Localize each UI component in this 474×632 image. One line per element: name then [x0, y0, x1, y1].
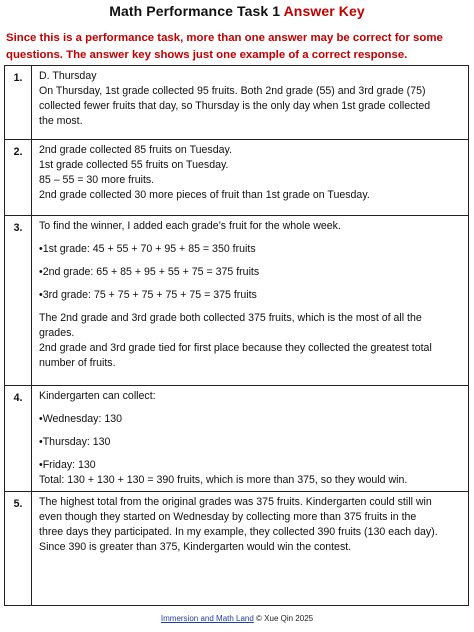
page-title	[0, 3, 474, 19]
answer-line: the most.	[39, 115, 83, 127]
answer-content	[32, 386, 469, 492]
answer-line: number of fruits.	[39, 357, 116, 369]
note-line: questions. The answer key shows just one example of a correct response.	[6, 49, 408, 61]
answer-line: Since 390 is greater than 375, Kindergarten would win the contest.	[39, 541, 352, 553]
answer-row-2	[5, 140, 469, 216]
day-amount: •Friday: 130	[39, 459, 96, 471]
store-link[interactable]: Immersion and Math Land	[160, 614, 254, 623]
answer-line: even though they started on Wednesday by collecting more than 375 fruits in the	[39, 511, 417, 523]
footer	[0, 614, 474, 623]
day-amount: •Wednesday: 130	[39, 413, 123, 425]
day-amount: •Thursday: 130	[39, 436, 111, 448]
question-number: 5.	[5, 492, 32, 606]
answer-line: 2nd grade and 3rd grade tied for first place because they collected the greatest total	[39, 342, 432, 354]
answer-line: three days they participated. In my example, they collected 390 fruits (130 each day).	[39, 526, 438, 538]
answer-line: The highest total from the original grades was 375 fruits. Kindergarten could still win	[39, 496, 432, 508]
answer-table	[4, 65, 469, 606]
question-number: 1.	[5, 66, 32, 140]
answer-line: On Thursday, 1st grade collected 95 fruits. Both 2nd grade (55) and 3rd grade (75)	[39, 85, 426, 97]
answer-content	[32, 140, 469, 216]
question-number: 4.	[5, 386, 32, 492]
answer-line: 1st grade collected 55 fruits on Tuesday.	[39, 159, 229, 171]
answer-line: Total: 130 + 130 + 130 = 390 fruits, which is more than 375, so they would win.	[39, 474, 408, 486]
answer-line: 2nd grade collected 85 fruits on Tuesday.	[39, 144, 232, 156]
answer-row-4	[5, 386, 469, 492]
answer-row-5	[5, 492, 469, 606]
answer-line: collected fewer fruits that day, so Thursday is the only day when 1st grade collected	[39, 100, 431, 112]
title-answer-key: Answer Key	[283, 3, 365, 19]
answer-line: The 2nd grade and 3rd grade both collected 375 fruits, which is the most of all the	[39, 312, 422, 324]
answer-line: 2nd grade collected 30 more pieces of fruit than 1st grade on Tuesday.	[39, 189, 370, 201]
question-number: 3.	[5, 216, 32, 386]
performance-task-note	[6, 30, 468, 64]
title-main: Math Performance Task 1	[109, 3, 284, 19]
answer-content	[32, 216, 469, 386]
answer-row-3	[5, 216, 469, 386]
grade-sum: •1st grade: 45 + 55 + 70 + 95 + 85 = 350 fruits	[39, 243, 256, 255]
answer-line: Kindergarten can collect:	[39, 390, 156, 402]
answer-row-1	[5, 66, 469, 140]
note-line: Since this is a performance task, more than one answer may be correct for some	[6, 32, 443, 44]
answer-line: To find the winner, I added each grade’s fruit for the whole week.	[39, 220, 341, 232]
answer-content	[32, 492, 469, 606]
answer-content	[32, 66, 469, 140]
grade-sum: •3rd grade: 75 + 75 + 75 + 75 + 75 = 375 fruits	[39, 289, 257, 301]
answer-line: D. Thursday	[39, 70, 97, 82]
answer-line: 85 – 55 = 30 more fruits.	[39, 174, 155, 186]
answer-line: grades.	[39, 327, 75, 339]
copyright-text: © Xue Qin 2025	[253, 614, 314, 623]
question-number: 2.	[5, 140, 32, 216]
grade-sum: •2nd grade: 65 + 85 + 95 + 55 + 75 = 375 fruits	[39, 266, 260, 278]
